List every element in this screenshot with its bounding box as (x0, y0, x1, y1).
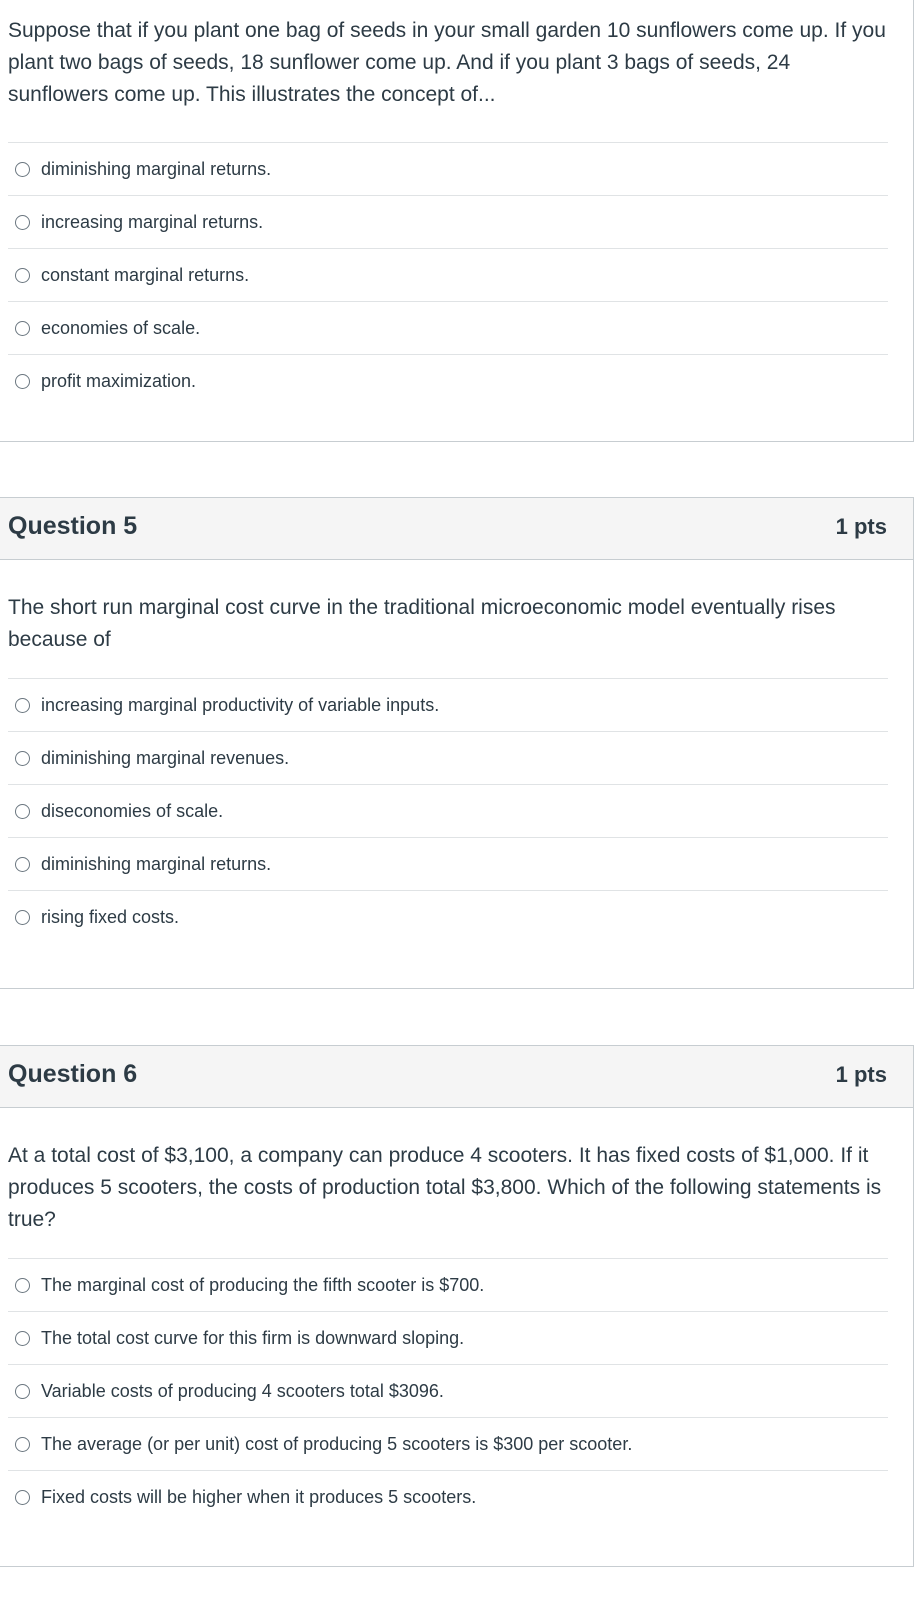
answer-option[interactable] (8, 784, 888, 837)
answer-label: The total cost curve for this firm is downward sloping. (41, 1327, 465, 1348)
radio-button[interactable] (15, 215, 30, 230)
question-card-6 (0, 1045, 914, 1567)
answer-option[interactable] (8, 1258, 888, 1311)
radio-button[interactable] (15, 268, 30, 283)
answer-option[interactable] (8, 195, 888, 248)
radio-button[interactable] (15, 1278, 30, 1293)
radio-button[interactable] (15, 751, 30, 766)
question-card-4 (0, 0, 914, 442)
answer-option[interactable] (8, 678, 888, 731)
question-text: Suppose that if you plant one bag of seeds in your small garden 10 sunflowers come up. If you plant two bags of seeds, 18 sunflower come up. And if you plant 3 bags of seeds, 24 sunflowers come up. This illustrates the concept of... (8, 19, 886, 106)
radio-button[interactable] (15, 1437, 30, 1452)
radio-button[interactable] (15, 910, 30, 925)
answer-option[interactable] (8, 890, 888, 943)
answer-option[interactable] (8, 1311, 888, 1364)
answer-label: Fixed costs will be higher when it produces 5 scooters. (41, 1486, 477, 1507)
radio-button[interactable] (15, 1490, 30, 1505)
answer-label: diminishing marginal revenues. (41, 747, 290, 768)
question-card-5 (0, 497, 914, 989)
answer-label: diminishing marginal returns. (41, 853, 272, 874)
question-points: 1 pts (835, 514, 887, 539)
answer-option[interactable] (8, 248, 888, 301)
answer-list (8, 678, 888, 943)
answer-label: increasing marginal returns. (41, 211, 264, 232)
answer-label: constant marginal returns. (41, 264, 250, 285)
answer-list (8, 1258, 888, 1523)
radio-button[interactable] (15, 857, 30, 872)
question-title: Question 5 (8, 512, 138, 540)
answer-option[interactable] (8, 301, 888, 354)
radio-button[interactable] (15, 374, 30, 389)
answer-label: rising fixed costs. (41, 906, 180, 927)
radio-button[interactable] (15, 1331, 30, 1346)
question-header (0, 498, 913, 560)
answer-label: profit maximization. (41, 370, 197, 391)
answer-option[interactable] (8, 1417, 888, 1470)
answer-label: Variable costs of producing 4 scooters total $3096. (41, 1380, 444, 1401)
answer-option[interactable] (8, 731, 888, 784)
question-header (0, 1046, 913, 1108)
answer-label: The average (or per unit) cost of producing 5 scooters is $300 per scooter. (41, 1433, 633, 1454)
answer-label: diminishing marginal returns. (41, 158, 272, 179)
radio-button[interactable] (15, 321, 30, 336)
answer-label: The marginal cost of producing the fifth scooter is $700. (41, 1274, 485, 1295)
answer-option[interactable] (8, 1364, 888, 1417)
answer-list (8, 142, 888, 407)
answer-option[interactable] (8, 354, 888, 407)
question-title: Question 6 (8, 1060, 138, 1088)
question-text: The short run marginal cost curve in the traditional microeconomic model eventually rises because of (8, 596, 836, 651)
answer-option[interactable] (8, 837, 888, 890)
radio-button[interactable] (15, 162, 30, 177)
answer-label: increasing marginal productivity of variable inputs. (41, 694, 440, 715)
answer-option[interactable] (8, 1470, 888, 1523)
answer-label: diseconomies of scale. (41, 800, 224, 821)
radio-button[interactable] (15, 804, 30, 819)
answer-option[interactable] (8, 142, 888, 195)
radio-button[interactable] (15, 698, 30, 713)
answer-label: economies of scale. (41, 317, 201, 338)
question-text: At a total cost of $3,100, a company can produce 4 scooters. It has fixed costs of $1,000. If it produces 5 scooters, the costs of production total $3,800. Which of the following statements is true? (8, 1144, 882, 1231)
radio-button[interactable] (15, 1384, 30, 1399)
question-points: 1 pts (835, 1062, 887, 1087)
